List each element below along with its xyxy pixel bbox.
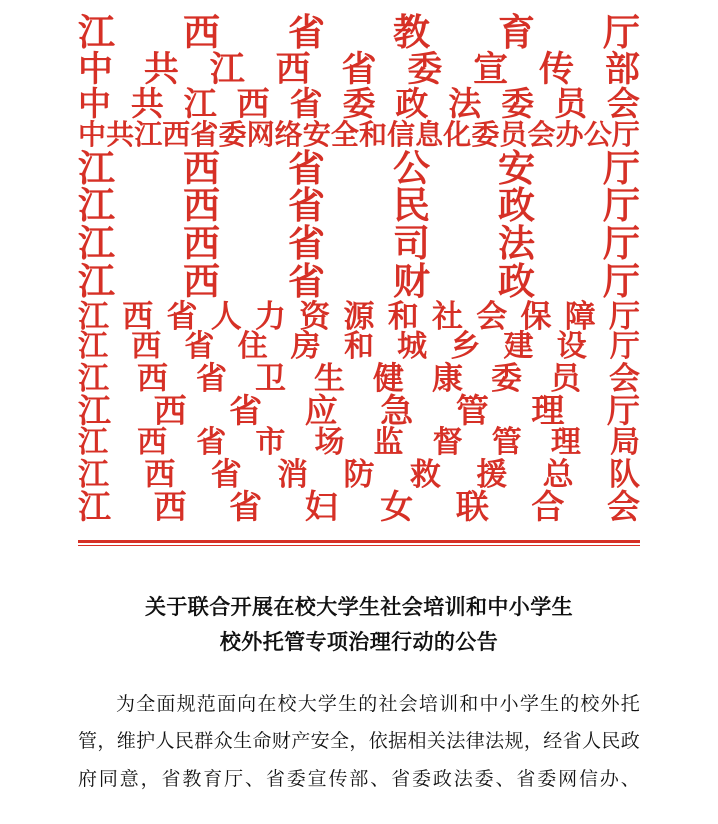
letterhead-char: 厅	[609, 330, 640, 364]
letterhead-char: 江	[78, 298, 109, 334]
letterhead-char: 救	[409, 456, 441, 492]
letterhead-line-12	[78, 394, 640, 428]
letterhead-char: 委	[342, 85, 376, 123]
letterhead-line-3	[78, 87, 640, 121]
letterhead-char: 中	[78, 119, 107, 151]
letterhead-char: 西	[183, 185, 220, 227]
letterhead-char: 资	[299, 298, 331, 334]
letterhead-block	[78, 14, 640, 524]
letterhead-char: 西	[131, 330, 162, 364]
letterhead-char: 江	[78, 392, 111, 430]
letterhead-char: 场	[314, 426, 345, 460]
letterhead-char: 化	[443, 119, 472, 151]
letterhead-char: 和	[387, 298, 419, 334]
letterhead-char: 教	[393, 12, 430, 53]
letterhead-char: 市	[255, 426, 286, 460]
letterhead-char: 政	[395, 85, 429, 123]
letterhead-char: 康	[432, 360, 463, 396]
letterhead-char: 理	[550, 426, 581, 460]
letterhead-line-14	[78, 456, 640, 492]
letterhead-line-6	[78, 187, 640, 225]
letterhead-char: 消	[277, 456, 309, 492]
letterhead-char: 宣	[473, 49, 509, 89]
letterhead-char: 财	[393, 260, 430, 302]
document-title-line-1: 关于联合开展在校大学生社会培训和中小学生	[145, 595, 573, 619]
letterhead-char: 江	[134, 119, 163, 151]
letterhead-char: 厅	[603, 12, 640, 53]
letterhead-line-5	[78, 147, 640, 189]
letterhead-char: 会	[609, 360, 640, 396]
letterhead-char: 民	[393, 185, 430, 227]
rule-thin	[78, 545, 640, 546]
letterhead-char: 会	[606, 85, 640, 123]
letterhead-char: 育	[498, 12, 535, 53]
letterhead-char: 和	[343, 330, 374, 364]
letterhead-char: 西	[183, 260, 220, 302]
letterhead-char: 省	[229, 488, 263, 526]
letterhead-char: 西	[153, 392, 187, 430]
letterhead-char: 络	[274, 119, 303, 151]
letterhead-char: 省	[288, 12, 325, 53]
letterhead-char: 江	[78, 456, 109, 492]
body-paragraph-1: 为全面规范面向在校大学生的社会培训和中小学生的校外托管，维护人民群众生命财产安全，依据相关法律法规，经省人民政府同意，省教育厅、省委宣传部、省委政法委、省委网信办、	[78, 694, 640, 790]
letterhead-char: 西	[162, 119, 191, 151]
letterhead-char: 西	[137, 426, 168, 460]
letterhead-char: 总	[542, 456, 574, 492]
letterhead-char: 厅	[603, 185, 640, 227]
letterhead-char: 厅	[603, 147, 640, 189]
letterhead-char: 安	[498, 147, 535, 189]
letterhead-char: 江	[78, 147, 115, 189]
document-body	[78, 686, 640, 797]
letterhead-char: 生	[314, 360, 345, 396]
letterhead-char: 西	[183, 223, 220, 265]
letterhead-char: 西	[137, 360, 168, 396]
letterhead-char: 员	[550, 360, 581, 396]
letterhead-char: 障	[564, 298, 596, 334]
letterhead-char: 监	[373, 426, 404, 460]
letterhead-line-13	[78, 428, 640, 459]
letterhead-char: 会	[476, 298, 508, 334]
letterhead-char: 省	[210, 456, 242, 492]
letterhead-char: 政	[498, 185, 535, 227]
letterhead-char: 委	[407, 49, 443, 89]
letterhead-char: 省	[196, 426, 227, 460]
letterhead-char: 江	[209, 49, 245, 89]
letterhead-char: 健	[373, 360, 404, 396]
letterhead-char: 办	[555, 119, 584, 151]
letterhead-char: 省	[229, 392, 263, 430]
letterhead-char: 信	[387, 119, 416, 151]
letterhead-char: 江	[78, 223, 115, 265]
letterhead-char: 厅	[609, 298, 640, 334]
letterhead-char: 江	[78, 488, 111, 526]
letterhead-char: 省	[184, 330, 215, 364]
letterhead-char: 房	[290, 330, 321, 364]
letterhead-char: 西	[144, 456, 176, 492]
letterhead-line-10	[78, 332, 640, 363]
letterhead-char: 江	[78, 330, 108, 364]
red-divider-rule	[78, 540, 640, 546]
letterhead-char: 厅	[611, 119, 640, 151]
letterhead-char: 保	[520, 298, 552, 334]
letterhead-line-7	[78, 225, 640, 263]
letterhead-char: 省	[288, 223, 325, 265]
letterhead-char: 员	[499, 119, 528, 151]
letterhead-char: 委	[501, 85, 535, 123]
letterhead-char: 西	[275, 49, 311, 89]
letterhead-char: 西	[153, 488, 187, 526]
letterhead-char: 防	[343, 456, 375, 492]
letterhead-char: 中	[78, 85, 111, 123]
letterhead-char: 力	[255, 298, 286, 334]
letterhead-char: 省	[341, 49, 377, 89]
letterhead-char: 西	[183, 147, 220, 189]
letterhead-char: 委	[471, 119, 500, 151]
letterhead-char: 联	[455, 488, 489, 526]
letterhead-char: 省	[289, 85, 323, 123]
letterhead-line-15	[78, 490, 640, 524]
letterhead-char: 省	[196, 360, 227, 396]
letterhead-char: 共	[143, 49, 179, 89]
letterhead-char: 安	[302, 119, 331, 151]
letterhead-char: 江	[78, 260, 115, 302]
letterhead-char: 法	[498, 223, 535, 265]
letterhead-char: 卫	[255, 360, 286, 396]
letterhead-char: 妇	[304, 488, 338, 526]
letterhead-char: 委	[218, 119, 247, 151]
letterhead-char: 部	[604, 49, 640, 89]
letterhead-char: 社	[432, 298, 463, 334]
letterhead-line-2	[78, 49, 640, 89]
letterhead-char: 江	[78, 360, 109, 396]
letterhead-char: 厅	[603, 260, 640, 302]
letterhead-char: 委	[491, 360, 522, 396]
letterhead-char: 政	[498, 260, 535, 302]
letterhead-char: 员	[554, 85, 588, 123]
letterhead-char: 城	[397, 330, 428, 364]
letterhead-char: 应	[304, 392, 338, 430]
letterhead-char: 队	[609, 456, 640, 492]
letterhead-char: 息	[415, 119, 444, 151]
letterhead-line-4	[78, 121, 640, 150]
letterhead-char: 急	[380, 392, 414, 430]
letterhead-char: 建	[503, 330, 534, 364]
letterhead-char: 江	[78, 185, 115, 227]
letterhead-char: 西	[236, 85, 270, 123]
letterhead-char: 援	[476, 456, 508, 492]
letterhead-char: 法	[448, 85, 482, 123]
letterhead-char: 督	[432, 426, 463, 460]
letterhead-char: 共	[106, 119, 135, 151]
letterhead-char: 管	[455, 392, 489, 430]
letterhead-char: 厅	[606, 392, 640, 430]
letterhead-char: 省	[288, 260, 325, 302]
letterhead-char: 司	[393, 223, 430, 265]
letterhead-line-8	[78, 260, 640, 302]
letterhead-char: 合	[531, 488, 565, 526]
letterhead-char: 传	[539, 49, 575, 89]
letterhead-char: 西	[122, 298, 154, 334]
letterhead-char: 人	[210, 298, 242, 334]
letterhead-char: 理	[531, 392, 565, 430]
letterhead-char: 会	[527, 119, 556, 151]
letterhead-char: 网	[246, 119, 275, 151]
letterhead-char: 局	[609, 426, 640, 460]
letterhead-line-1	[78, 14, 640, 52]
letterhead-char: 江	[78, 426, 108, 460]
letterhead-char: 乡	[450, 330, 481, 364]
letterhead-char: 公	[393, 147, 430, 189]
letterhead-char: 设	[556, 330, 587, 364]
letterhead-char: 省	[288, 147, 325, 189]
letterhead-char: 全	[330, 119, 359, 151]
letterhead-char: 省	[288, 185, 325, 227]
letterhead-char: 住	[237, 330, 268, 364]
letterhead-char: 女	[380, 488, 414, 526]
letterhead-char: 省	[166, 298, 198, 334]
letterhead-char: 西	[183, 12, 220, 53]
letterhead-char: 省	[190, 119, 219, 151]
letterhead-char: 和	[358, 119, 387, 151]
document-title	[78, 590, 640, 661]
letterhead-char: 共	[130, 85, 164, 123]
letterhead-char: 中	[78, 49, 114, 89]
document-title-line-2: 校外托管专项治理行动的公告	[219, 631, 499, 655]
letterhead-char: 公	[583, 119, 612, 151]
letterhead-char: 会	[606, 488, 640, 526]
letterhead-char: 源	[343, 298, 375, 334]
letterhead-char: 江	[78, 12, 115, 53]
letterhead-char: 江	[183, 85, 217, 123]
letterhead-line-9	[78, 298, 640, 334]
letterhead-char: 厅	[603, 223, 640, 265]
letterhead-char: 管	[491, 426, 522, 460]
letterhead-line-11	[78, 360, 640, 396]
